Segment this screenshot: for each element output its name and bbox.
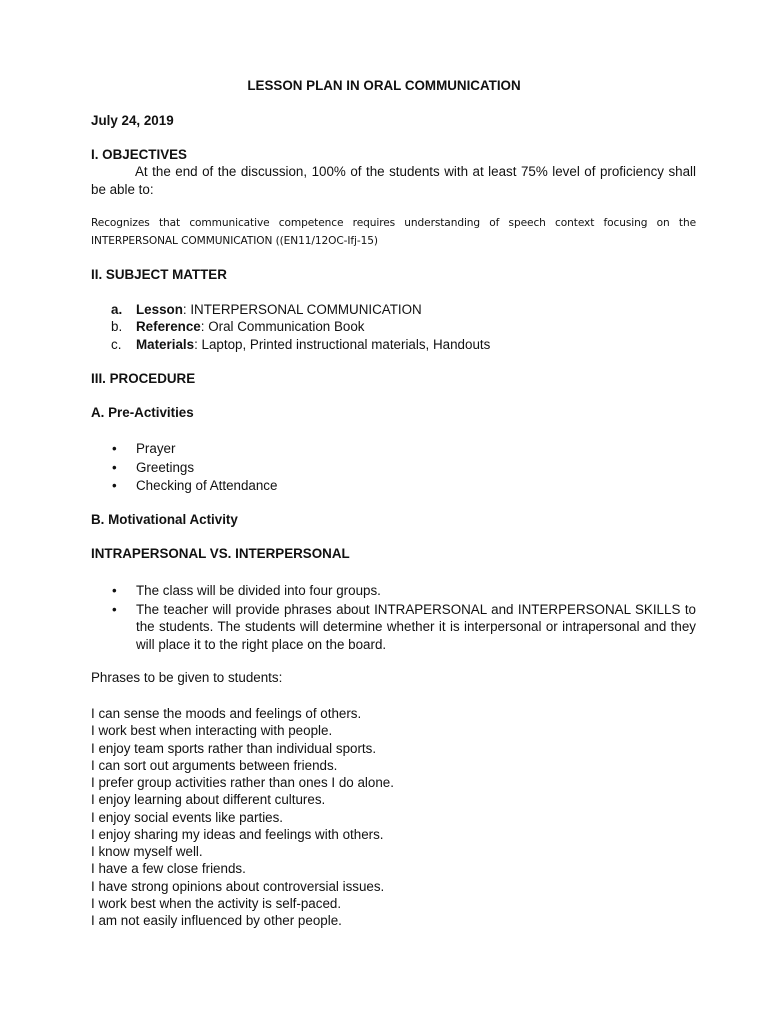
phrase-item: I enjoy sharing my ideas and feelings with others. — [91, 826, 384, 842]
objectives-paragraph — [91, 163, 696, 198]
list-item-text: The teacher will provide phrases about INTRAPERSONAL and INTERPERSONAL SKILLS to the students. The students will determine whether it is interpersonal or intrapersonal and they will place it to the right place on the board. — [136, 601, 696, 652]
subject-value: : Laptop, Printed instructional materials, Handouts — [194, 336, 491, 352]
list-item — [91, 582, 696, 600]
bullet-icon: • — [112, 601, 117, 617]
subject-item-materials — [91, 336, 490, 353]
list-item — [91, 477, 696, 496]
subject-item-reference — [91, 318, 490, 335]
objectives-text: At the end of the discussion, 100% of the students with at least 75% level of proficiency shall be able to: — [91, 164, 696, 197]
subject-term: Lesson — [136, 302, 183, 317]
subject-matter-heading: II. SUBJECT MATTER — [91, 267, 227, 282]
phrase-item: I enjoy team sports rather than individual sports. — [91, 740, 377, 756]
phrase-item: I can sense the moods and feelings of others. — [91, 706, 362, 721]
phrase-item: I know myself well. — [91, 844, 203, 860]
phrase-item: I work best when the activity is self-paced. — [91, 895, 342, 911]
lesson-date: July 24, 2019 — [91, 113, 174, 128]
bullet-icon: • — [112, 478, 117, 493]
phrase-item: I enjoy learning about different cultures. — [91, 792, 326, 808]
document-title: LESSON PLAN IN ORAL COMMUNICATION — [247, 78, 521, 93]
objectives-heading: I. OBJECTIVES — [91, 147, 187, 162]
motivational-activity-heading: B. Motivational Activity — [91, 512, 238, 527]
list-item-text: Checking of Attendance — [136, 478, 278, 493]
subject-value: : INTERPERSONAL COMMUNICATION — [182, 302, 422, 317]
phrase-item: I have strong opinions about controversial issues. — [91, 878, 385, 894]
phrases-list — [91, 705, 394, 929]
activity-subheading: INTRAPERSONAL VS. INTERPERSONAL — [91, 546, 350, 561]
subject-value: : Oral Communication Book — [200, 319, 365, 335]
list-marker: a. — [111, 302, 123, 317]
list-item-text: Prayer — [136, 441, 176, 456]
list-marker: c. — [111, 336, 122, 352]
procedure-heading: III. PROCEDURE — [91, 371, 196, 386]
phrase-item: I have a few close friends. — [91, 861, 246, 877]
motivational-activity-list — [91, 582, 696, 654]
pre-activities-heading: A. Pre-Activities — [91, 405, 194, 420]
list-item — [91, 440, 696, 459]
bullet-icon: • — [112, 459, 117, 475]
bullet-icon: • — [112, 441, 117, 456]
phrases-intro: Phrases to be given to students: — [91, 670, 283, 685]
pre-activities-list — [91, 440, 696, 496]
list-item — [91, 601, 696, 654]
phrase-item: I enjoy social events like parties. — [91, 809, 284, 825]
subject-item-lesson — [91, 301, 490, 318]
subject-term: Materials — [136, 336, 195, 352]
subject-term: Reference — [136, 319, 201, 335]
bullet-icon: • — [112, 583, 117, 598]
list-item-text: Greetings — [136, 459, 195, 475]
phrase-item: I am not easily influenced by other people. — [91, 913, 342, 929]
subject-matter-list — [91, 301, 490, 353]
learning-competency: Recognizes that communicative competence requires understanding of speech context focusing on the INTERPERSONAL COMMUNICATION ((EN11/12OC-Ifj-15) — [91, 217, 696, 247]
list-item-text: The class will be divided into four groups. — [136, 583, 381, 598]
list-marker: b. — [111, 319, 123, 335]
phrase-item: I prefer group activities rather than ones I do alone. — [91, 775, 394, 791]
list-item — [91, 459, 696, 478]
phrase-item: I can sort out arguments between friends. — [91, 757, 338, 773]
phrase-item: I work best when interacting with people. — [91, 723, 333, 739]
